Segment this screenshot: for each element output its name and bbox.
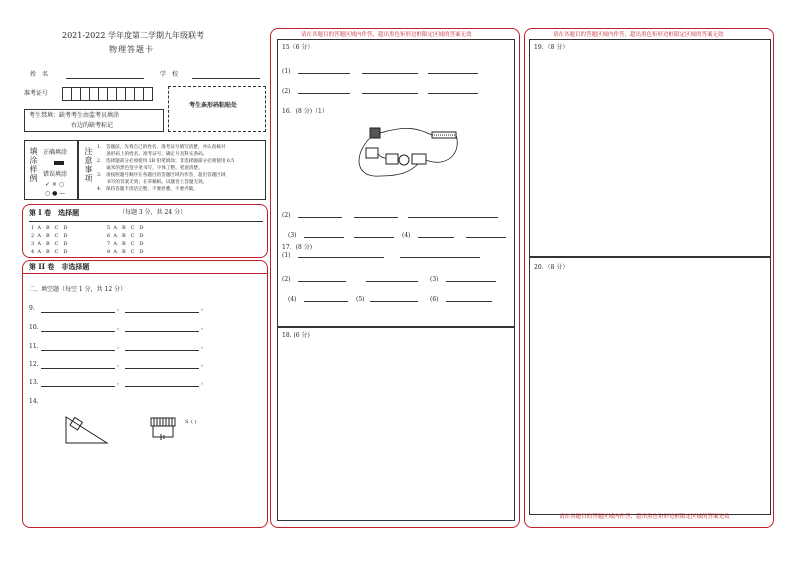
fill-example-box (24, 140, 78, 200)
section-2-box (22, 260, 268, 528)
q10-blank-2[interactable] (125, 331, 199, 332)
q15-1-blank-3[interactable] (428, 73, 478, 74)
note-line: 4. 保持答题卡清洁完整，不要折叠，不要弄破。 (97, 187, 198, 192)
comma: ， (117, 343, 124, 350)
circuit-diagram (350, 124, 462, 186)
q9-blank-1[interactable] (41, 312, 115, 313)
exam-id-boxes[interactable] (62, 86, 152, 105)
q12-label: 12. (29, 361, 39, 368)
q16-2-label: (2) (282, 212, 291, 219)
q13-blank-1[interactable] (41, 386, 115, 387)
mc-block-2[interactable] (107, 224, 144, 256)
q17-1-blank-1[interactable] (298, 257, 384, 258)
note-line: 条形码上的姓名、准考证号，确定号及科实条码。 (97, 152, 208, 157)
notes-list (97, 144, 234, 193)
needle-direction-blank[interactable]: ( ) (191, 419, 197, 425)
q16-2-blank-2[interactable] (354, 217, 398, 218)
mc-number: 5 (107, 225, 111, 231)
wrong-fill-label: 错误填涂 (43, 171, 68, 178)
exam-title: 2021-2022 学年度第二学期九年级联考 (62, 31, 204, 40)
school-label: 学 校 (160, 71, 179, 78)
divider (29, 221, 263, 222)
q17-3-blank[interactable] (446, 281, 496, 282)
period: 。 (201, 379, 208, 386)
mc-number: 2 (31, 233, 35, 239)
mc-number: 6 (107, 233, 111, 239)
wrong-marks-2: ○ ● — (45, 190, 66, 197)
exam-id-label: 准考证号 (24, 90, 49, 97)
q12-blank-1[interactable] (41, 368, 115, 369)
q16-2-blank-3[interactable] (408, 217, 498, 218)
q20-area[interactable] (529, 257, 771, 515)
school-field[interactable] (192, 78, 260, 79)
wrong-marks-1: ✓ × ○ (45, 181, 65, 188)
column-3 (524, 28, 774, 528)
q9-label: 9. (29, 305, 35, 312)
notes-box (78, 140, 266, 200)
period: 。 (201, 361, 208, 368)
barcode-label: 考生条形码粘贴处 (189, 102, 238, 109)
q20-header: 20．（8 分） (534, 264, 569, 271)
divider (23, 273, 267, 274)
mc-number: 3 (31, 241, 35, 247)
q15-2-blank-1[interactable] (298, 93, 350, 94)
fill-example-label: 填涂样例 (29, 147, 38, 183)
q16-4-label: (4) (402, 232, 411, 239)
mc-block-1[interactable] (31, 224, 68, 256)
note-line: 毫米的黑色签字笔书写，字体工整、笔迹清楚。 (97, 166, 203, 171)
q11-blank-1[interactable] (41, 350, 115, 351)
q16-4-blank-2[interactable] (466, 237, 506, 238)
q15-1-blank-1[interactable] (298, 73, 350, 74)
q17-2-label: (2) (282, 276, 291, 283)
correct-fill-mark (54, 161, 64, 165)
q16-2-blank-1[interactable] (298, 217, 342, 218)
section-1-score: （每题 3 分，共 24 分） (119, 209, 187, 216)
section-1-title: 第 I 卷 选择题 (29, 208, 80, 217)
period: 。 (201, 324, 208, 331)
comma: ， (117, 379, 124, 386)
q14-label: 14. (29, 398, 39, 405)
q13-blank-2[interactable] (125, 386, 199, 387)
q12-blank-2[interactable] (125, 368, 199, 369)
barcode-area (168, 86, 266, 132)
name-label: 姓 名 (30, 71, 49, 78)
q9-blank-2[interactable] (125, 312, 199, 313)
mc-options[interactable]: A B C D (37, 233, 68, 239)
note-line: 3. 请按照题号顺序在各题目的答题区域内作答，超出答题区域 (97, 173, 226, 178)
column-2-warning: 请在各题目的答题区域内作答，超出黑色矩形边框限定区域的答案无效 (301, 32, 472, 38)
correct-fill-label: 正确填涂 (43, 149, 68, 156)
q17-1-blank-2[interactable] (400, 257, 480, 258)
note-line: 2. 选择题部分必须使用 2B 铅笔填涂；非选择题部分必须使用 0.5 (97, 159, 235, 164)
q17-2-blank-2[interactable] (366, 281, 418, 282)
q10-label: 10. (29, 324, 39, 331)
period: 。 (201, 305, 208, 312)
comma: ， (117, 361, 124, 368)
q17-2-blank[interactable] (298, 281, 346, 282)
section-1-box (22, 204, 268, 258)
mc-number: 1 (31, 225, 35, 231)
absent-note (24, 109, 164, 132)
q19-header: 19．（8 分） (534, 44, 569, 51)
q16-3-blank-1[interactable] (304, 237, 344, 238)
q15-1-blank-2[interactable] (362, 73, 418, 74)
mc-options[interactable]: A B C D (113, 225, 144, 231)
incline-diagram (63, 413, 111, 445)
magnet-pole-label: S (185, 419, 189, 425)
q13-label: 13. (29, 379, 39, 386)
q17-5-label: (5) (356, 296, 365, 303)
q10-blank-1[interactable] (41, 331, 115, 332)
footer-warning: 请在各题目的答题区域内作答，超出黑色矩形边框限定区域的答案无效 (559, 514, 730, 520)
mc-number: 4 (31, 249, 35, 255)
q17-4-label: (4) (288, 296, 297, 303)
mc-options[interactable]: A B C D (113, 241, 144, 247)
name-field[interactable] (66, 78, 144, 79)
q17-6-label: (6) (430, 296, 439, 303)
q18-area[interactable] (277, 327, 515, 521)
note-line: 书写的答案无效；在草稿纸、试题卷上答题无效。 (97, 180, 208, 185)
mc-options[interactable]: A B C D (113, 233, 144, 239)
q17-4-blank[interactable] (304, 301, 348, 302)
period: 。 (201, 343, 208, 350)
q19-area[interactable] (529, 39, 771, 257)
q15-1-label: (1) (282, 68, 291, 75)
q11-blank-2[interactable] (125, 350, 199, 351)
q11-label: 11. (29, 343, 39, 350)
q16-header: 16．(8 分)（1） (282, 108, 328, 115)
q15-q17-area (277, 39, 515, 327)
card-subtitle: 物理答题卡 (109, 45, 154, 54)
mc-options[interactable]: A B C D (37, 249, 68, 255)
column-2 (270, 28, 520, 528)
absent-note-line2: 右边的缺考标记 (71, 122, 114, 129)
note-line: 1. 答题前，先将自己的姓名、准考证号填写清楚，并认真核对 (97, 145, 226, 150)
q17-3-label: (3) (430, 276, 439, 283)
comma: ， (117, 324, 124, 331)
column-3-warning: 请在各题目的答题区域内作答，超出黑色矩形边框限定区域的答案无效 (553, 32, 724, 38)
section-2-title: 第 II 卷 非选择题 (29, 262, 90, 271)
q17-header: 17．(8 分) (282, 244, 313, 251)
q16-3-blank-2[interactable] (354, 237, 394, 238)
q18-header: 18. (6 分) (282, 332, 310, 339)
mc-options[interactable]: A B C D (37, 225, 68, 231)
q15-2-blank-3[interactable] (428, 93, 478, 94)
absent-note-line1: 考生禁填：缺考考生由监考员填涂 (29, 112, 120, 119)
solenoid-diagram (147, 415, 187, 441)
q17-6-blank[interactable] (446, 301, 492, 302)
mc-options[interactable]: A B C D (37, 241, 68, 247)
q17-5-blank[interactable] (370, 301, 418, 302)
q16-3-label: (3) (288, 232, 297, 239)
mc-number: 8 (107, 249, 111, 255)
mc-number: 7 (107, 241, 111, 247)
q15-2-label: (2) (282, 88, 291, 95)
comma: ， (117, 305, 124, 312)
fill-blank-header: 二、填空题（每空 1 分，共 12 分） (29, 286, 127, 293)
q15-2-blank-2[interactable] (362, 93, 418, 94)
notes-label: 注意事项 (84, 147, 93, 183)
q17-1-label: (1) (282, 252, 291, 259)
q15-header: 15（6 分） (282, 44, 314, 51)
q16-4-blank-1[interactable] (418, 237, 454, 238)
mc-options[interactable]: A B C D (113, 249, 144, 255)
